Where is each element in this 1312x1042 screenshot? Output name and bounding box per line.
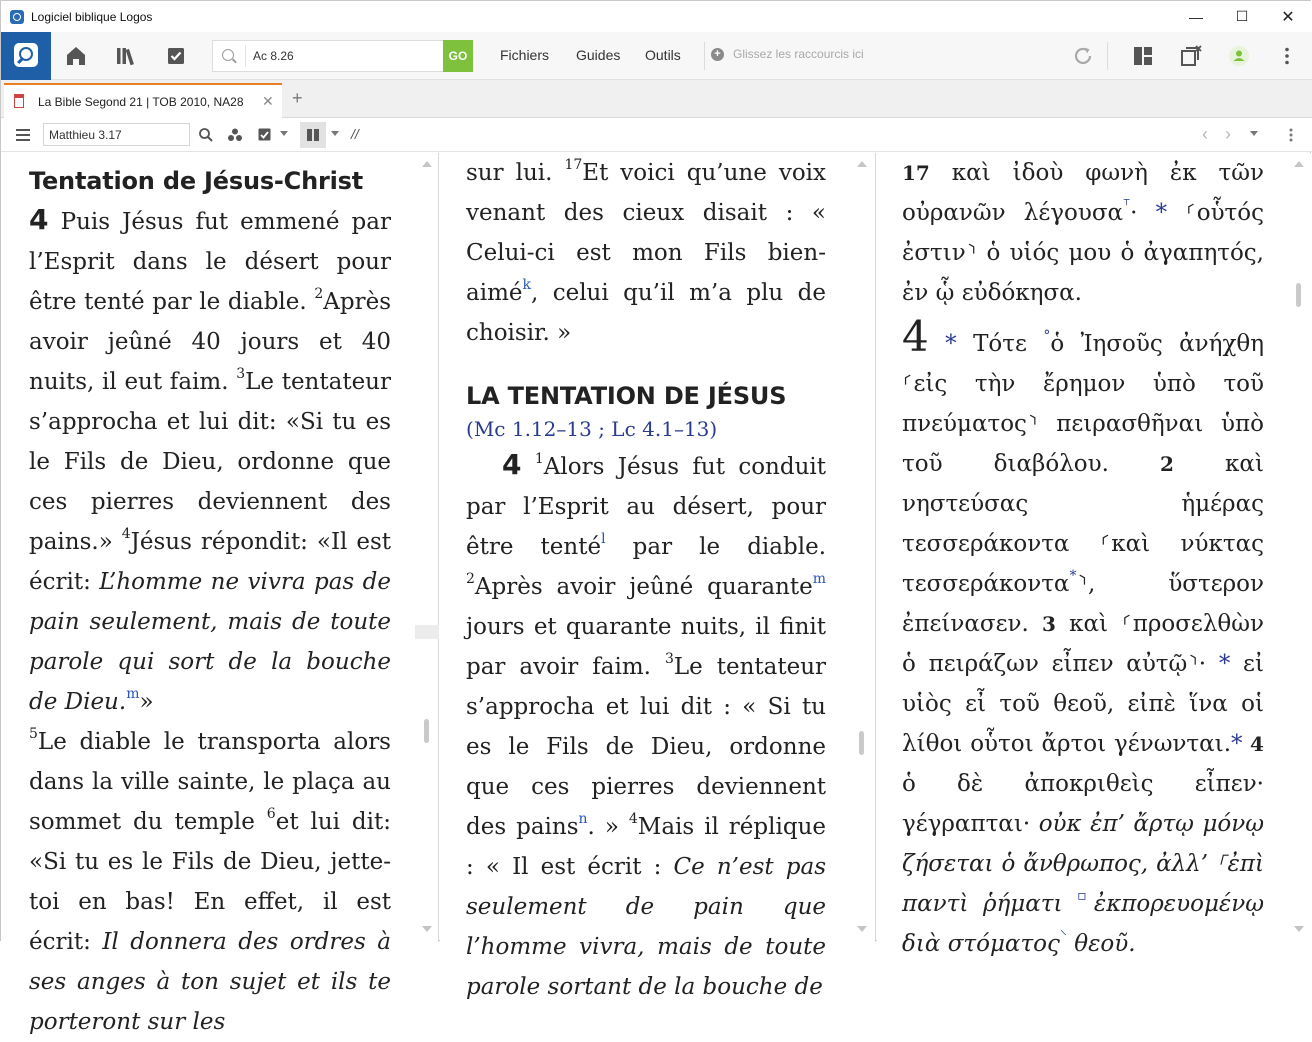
pane1-scrollbar[interactable]: [419, 153, 435, 942]
verse-number[interactable]: 4: [121, 526, 131, 543]
status-icon[interactable]: [1227, 44, 1251, 68]
verse-number[interactable]: 17: [902, 161, 930, 185]
toolbar-separator: [1107, 42, 1108, 70]
footnote-marker[interactable]: m: [126, 686, 140, 703]
pane2-scrollbar[interactable]: [854, 153, 870, 942]
greek-text: καὶ ἰδοὺ φωνὴ ἐκ τῶν οὐρανῶν λέγουσα: [902, 160, 1264, 226]
verse-text: Le diable le transporta alors dans la ville sainte, le plaça au sommet du temple: [29, 729, 391, 835]
tab-close-icon[interactable]: ✕: [262, 93, 274, 109]
verse-text: Le tentateur s’approcha et lui dit: «Si tu es le Fils de Dieu, ordonne que ces pierres deviennent des pains.»: [29, 369, 391, 555]
verse-number[interactable]: 2: [314, 286, 324, 303]
reference-input[interactable]: [43, 123, 190, 146]
quotation-text: Il donnera des ordres à ses anges à ton sujet et ils te porteront sur les: [29, 929, 391, 1035]
apparatus-marker[interactable]: *: [1155, 200, 1168, 226]
tab-bible[interactable]: [4, 83, 282, 118]
inline-checkbox-icon[interactable]: [257, 127, 273, 143]
apparatus-marker[interactable]: *: [1069, 568, 1077, 585]
verse-text: Et voici qu’une voix venant des cieux disait : « Celui-ci est mon Fils bien-aimé: [466, 160, 826, 306]
scroll-thumb[interactable]: [424, 719, 429, 743]
quotation-text: οὐκ ἐπ’ ἄρτῳ μόνῳ ζήσεται ὁ ἄνθρωπος, ἀλλ’ ⸀ἐπὶ παντὶ ῥήματι: [902, 811, 1264, 917]
verse-text: . »: [587, 814, 629, 840]
chapter-number: 4: [29, 203, 49, 236]
verse-number[interactable]: 6: [266, 806, 276, 823]
panel-menu-icon[interactable]: [16, 129, 30, 141]
verse-number[interactable]: 3: [1042, 612, 1056, 636]
window-title: Logiciel biblique Logos: [31, 9, 153, 24]
pane-na28[interactable]: [877, 153, 1312, 957]
section-heading: Tentation de Jésus-Christ: [29, 167, 364, 195]
greek-text: καὶ ⸂προσελθὼν ὁ πειράζων εἶπεν αὐτῷ⸃·: [902, 611, 1264, 677]
greek-text: Τότε: [956, 331, 1044, 357]
pane1-text: [29, 161, 391, 1042]
chevron-down-icon[interactable]: [331, 131, 339, 136]
paren: ): [709, 417, 718, 441]
apparatus-marker[interactable]: *: [1218, 651, 1231, 677]
pane-tob2010[interactable]: [440, 153, 876, 1000]
search-divider: [245, 45, 246, 67]
greek-text: ὁ Ἰησοῦς ἀνήχθη ⸂εἰς τὴν ἔρημον ὑπὸ τοῦ πνεύματος⸃ πειρασθῆναι ὑπὸ τοῦ διαβόλου.: [902, 331, 1265, 477]
verse-text: sur lui.: [466, 160, 565, 186]
nav-forward-icon[interactable]: ›: [1225, 124, 1231, 144]
minimize-button[interactable]: —: [1189, 8, 1203, 25]
maximize-button[interactable]: ☐: [1235, 8, 1249, 24]
tab-label: La Bible Segond 21 | TOB 2010, NA28: [38, 95, 244, 109]
visual-filters-icon[interactable]: [227, 127, 243, 143]
scroll-down-icon[interactable]: [857, 926, 867, 932]
reference-link[interactable]: Lc 4.1–13: [611, 417, 710, 441]
paren: (: [466, 417, 474, 441]
search-input[interactable]: [253, 41, 441, 71]
nav-back-icon[interactable]: ‹: [1202, 124, 1208, 144]
section-heading: LA TENTATION DE JÉSUS: [466, 382, 787, 410]
add-shortcut-icon: +: [711, 48, 724, 61]
scroll-up-icon[interactable]: [422, 161, 432, 167]
paragraph: [29, 722, 391, 1042]
verse-number[interactable]: 2: [1160, 452, 1174, 476]
quotation-text: θεοῦ.: [1066, 931, 1136, 957]
footnote-marker[interactable]: m: [812, 571, 826, 588]
shortcuts-bar[interactable]: [711, 47, 864, 61]
verse-text: »: [139, 689, 154, 715]
greek-text: καὶ νηστεύσας ἡμέρας τεσσεράκοντα ⸂καὶ νύκτας τεσσεράκοντα: [902, 451, 1264, 597]
verse-number[interactable]: 5: [29, 726, 38, 743]
greek-text: ·: [1130, 200, 1156, 226]
go-button[interactable]: GO: [443, 40, 473, 72]
quotation-text: Ce n’est pas seulement de pain que l’homme vivra, mais de toute parole sortant de la bouche de: [466, 854, 826, 1000]
apparatus-marker[interactable]: ▫: [1077, 888, 1094, 905]
greek-text: εἰ υἱὸς εἶ τοῦ θεοῦ, εἰπὲ ἵνα οἱ λίθοι οὗτοι ἄρτοι γένωνται.: [902, 651, 1264, 757]
document-icon: [14, 94, 24, 108]
greek-text: ⸃, ὕστερον ἐπείνασεν.: [902, 571, 1264, 637]
pane-segond21[interactable]: [1, 153, 439, 1035]
home-icon[interactable]: [64, 44, 88, 68]
reference-link[interactable]: Mc 1.12–13: [473, 417, 592, 441]
verse-number[interactable]: 3: [236, 366, 246, 383]
pane-resize-handle[interactable]: [415, 625, 439, 639]
layout-icon[interactable]: [1131, 44, 1155, 68]
scroll-down-icon[interactable]: [422, 926, 432, 932]
quotation-text: L’homme ne vivra pas de pain seulement, mais de toute parole qui sort de la bouche de Dieu.: [29, 569, 391, 715]
logos-search-icon: [14, 43, 38, 67]
close-button[interactable]: ✕: [1281, 8, 1295, 26]
verse-number[interactable]: 4: [1242, 732, 1264, 756]
verse-number[interactable]: 3: [664, 651, 674, 668]
checklist-icon[interactable]: [164, 44, 188, 68]
scroll-thumb[interactable]: [859, 731, 864, 755]
verse-number[interactable]: 4: [628, 811, 638, 828]
title-bar: [1, 1, 1312, 32]
new-tab-button[interactable]: +: [292, 88, 303, 108]
menu-guides[interactable]: Guides: [576, 47, 621, 63]
sync-icon[interactable]: [1071, 44, 1095, 68]
verse-text: Alors Jésus fut conduit par l’Esprit au désert, pour être tenté: [466, 454, 826, 560]
chapter-number: 4: [902, 312, 929, 361]
parallel-references: [466, 413, 826, 445]
logos-home-button[interactable]: [1, 32, 51, 80]
verse-text: Jésus répondit: «Il est écrit:: [29, 529, 391, 595]
tab-bar: [1, 80, 1312, 118]
verse-text: Le tentateur s’approcha et lui dit : « Si tu es le Fils de Dieu, ordonne que ces pierres deviennent des pains: [466, 654, 826, 840]
paragraph: [902, 312, 1265, 964]
chevron-down-icon[interactable]: [1250, 131, 1258, 136]
apparatus-marker[interactable]: ⸌: [1059, 928, 1067, 945]
paragraph: [902, 153, 1264, 313]
verse-text: jours et quarante nuits, il finit par avoir faim.: [466, 614, 826, 680]
verse-text: par le diable.: [605, 534, 827, 560]
apparatus-marker[interactable]: *: [1231, 731, 1243, 757]
search-icon[interactable]: [198, 127, 214, 143]
verse-text: Mais il réplique : « Il est écrit :: [466, 814, 826, 880]
verse-number[interactable]: 2: [466, 571, 475, 588]
greek-text: ὁ δὲ ἀποκριθεὶς εἶπεν· γέγραπται·: [902, 771, 1264, 837]
pane2-text: [466, 153, 826, 1007]
apparatus-marker[interactable]: °: [1043, 328, 1051, 345]
verse-number[interactable]: 1: [534, 451, 544, 468]
close-panels-icon[interactable]: [1179, 44, 1203, 68]
verse-text: , celui qu’il m’a plu de choisir. »: [466, 280, 826, 346]
scroll-thumb[interactable]: [1296, 283, 1301, 307]
pane3-text: [902, 153, 1264, 964]
apparatus-marker[interactable]: *: [945, 331, 957, 357]
shortcuts-placeholder: Glissez les raccourcis ici: [733, 47, 864, 61]
paragraph: [466, 445, 826, 1007]
apparatus-marker[interactable]: ⸆: [1123, 197, 1131, 214]
scroll-up-icon[interactable]: [1294, 161, 1304, 167]
scroll-up-icon[interactable]: [857, 161, 867, 167]
library-icon[interactable]: [114, 44, 138, 68]
panel-toolbar: [1, 118, 1312, 152]
paragraph: [29, 200, 391, 722]
main-toolbar: [1, 32, 1312, 80]
separator: ;: [591, 417, 612, 441]
app-logo-icon: [10, 10, 24, 24]
search-box: [212, 40, 472, 72]
verse-text: Puis Jésus fut emmené par l’Esprit dans le désert pour être tenté par le diable.: [29, 209, 391, 315]
verse-text: et lui dit: «Si tu es le Fils de Dieu, jette-toi en bas! En effet, il est écrit:: [29, 809, 391, 955]
scroll-down-icon[interactable]: [1294, 926, 1304, 932]
quotation-text: ἐκπορευομένῳ διὰ στόματος: [902, 891, 1264, 957]
panel-more-icon[interactable]: [1283, 127, 1299, 143]
toolbar-separator: [704, 42, 705, 70]
footnote-marker[interactable]: k: [522, 277, 531, 294]
pane3-scrollbar[interactable]: [1291, 153, 1307, 942]
parallel-resources-button[interactable]: //: [351, 126, 359, 142]
more-icon[interactable]: [1275, 44, 1299, 68]
verse-number[interactable]: 17: [564, 157, 583, 174]
greek-text: ⸂οὗτός ἐστιν⸃ ὁ υἱός μου ὁ ἀγαπητός, ἐν ᾧ εὐδόκησα.: [902, 200, 1265, 306]
paragraph: [466, 153, 826, 353]
chevron-down-icon[interactable]: [280, 131, 288, 136]
footnote-marker[interactable]: l: [601, 531, 606, 548]
menu-fichiers[interactable]: Fichiers: [500, 47, 550, 63]
search-icon: [222, 49, 234, 61]
columns-icon[interactable]: [305, 127, 321, 143]
verse-text: Après avoir jeûné 40 jours et 40 nuits, il eut faim.: [29, 289, 391, 395]
menu-outils[interactable]: Outils: [645, 47, 681, 63]
footnote-marker[interactable]: n: [578, 811, 588, 828]
chapter-number: 4: [502, 448, 522, 481]
verse-text: Après avoir jeûné quarante: [474, 574, 813, 600]
